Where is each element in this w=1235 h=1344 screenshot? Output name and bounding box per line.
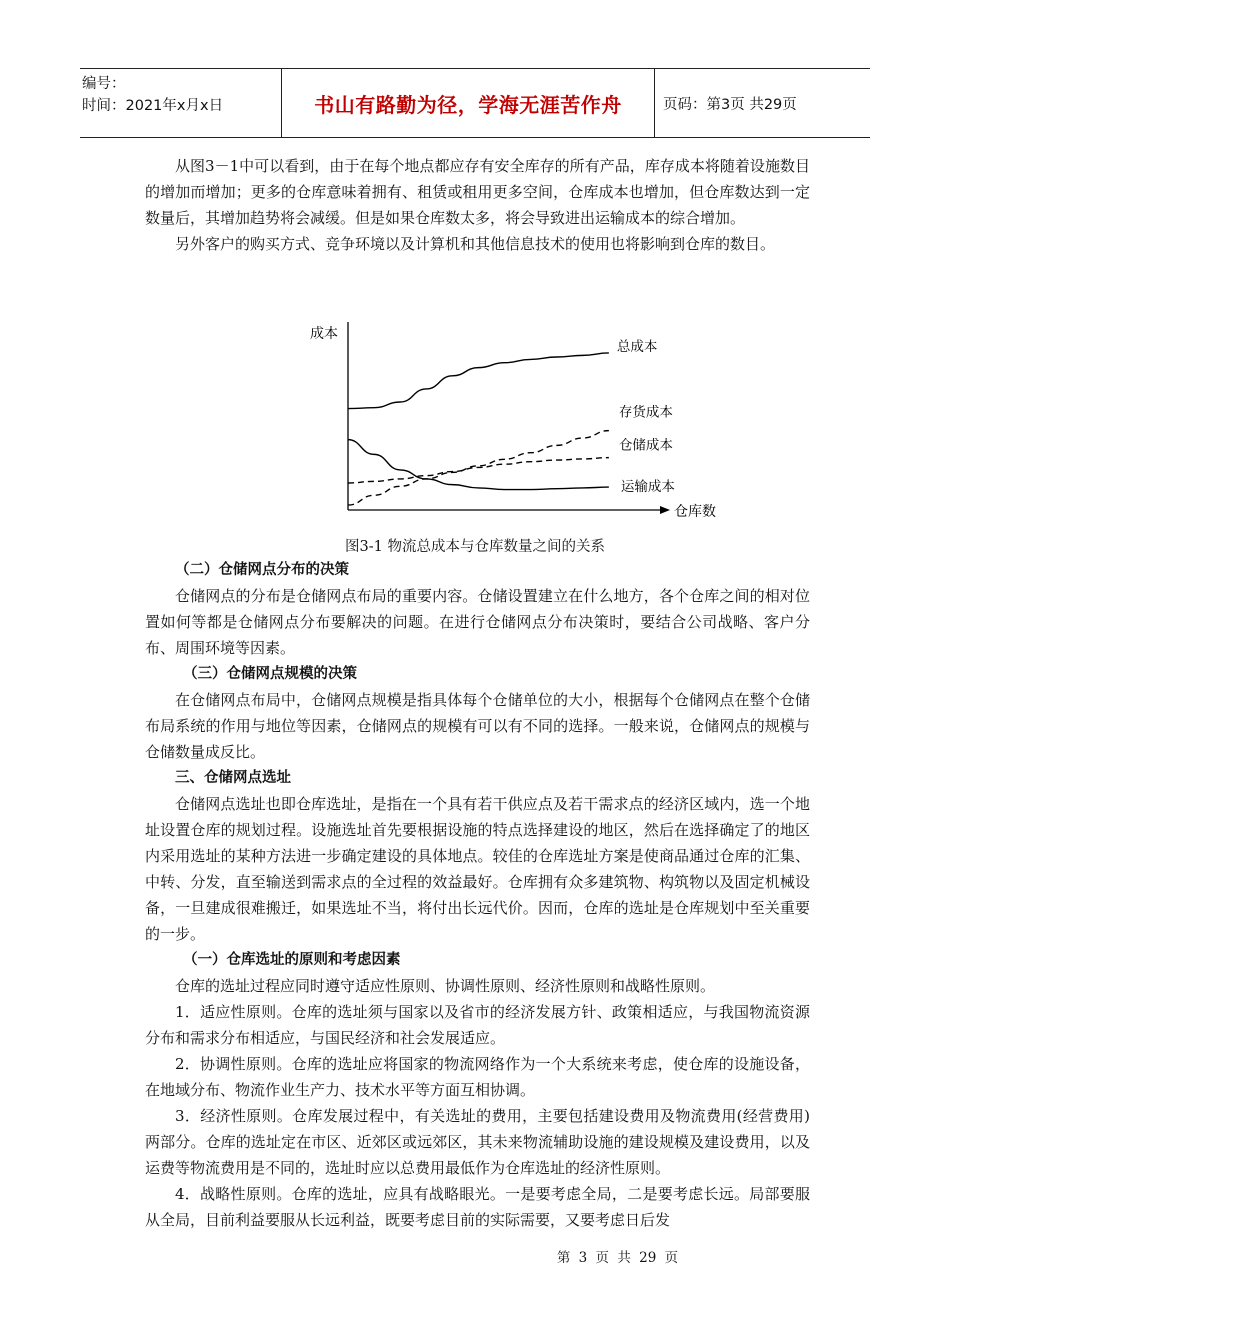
principle-paragraph: 1．适应性原则。仓库的选址须与国家以及省市的经济发展方针、政策相适应，与我国物流资源分布和需求分布相适应，与国民经济和社会发展适应。 bbox=[145, 1003, 810, 1047]
principle-paragraph: 3．经济性原则。仓库发展过程中，有关选址的费用，主要包括建设费用及物流费用(经营费用)两部分。仓库的选址定在市区、近郊区或远郊区，其未来物流辅助设施的建设规模及建设费用，以及运费等物流费用是不同的，选址时应以总费用最低作为仓库选址的经济性原则。 bbox=[145, 1107, 810, 1177]
section-heading: （一）仓库选址的原则和考虑因素 bbox=[183, 952, 401, 968]
page-header bbox=[80, 68, 870, 138]
body-top bbox=[145, 153, 810, 257]
section-heading: 三、仓储网点选址 bbox=[175, 770, 291, 786]
figure-caption: 图3-1 物流总成本与仓库数量之间的关系 bbox=[345, 539, 605, 555]
paragraph: 仓储网点的分布是仓储网点布局的重要内容。仓储设置建立在什么地方，各个仓库之间的相对位置如何等都是仓储网点分布要解决的问题。在进行仓储网点分布决策时，要结合公司战略、客户分布、周围环境等因素。 bbox=[145, 587, 810, 657]
series-label: 运输成本 bbox=[620, 479, 675, 496]
series-line-1 bbox=[348, 353, 609, 409]
body-main bbox=[145, 557, 810, 1233]
header-motto: 书山有路勤为径，学海无涯苦作舟 bbox=[281, 69, 655, 137]
x-axis-arrow bbox=[660, 506, 670, 514]
series-label: 存货成本 bbox=[618, 404, 673, 421]
series-label: 总成本 bbox=[616, 338, 658, 355]
paragraph: 另外客户的购买方式、竞争环境以及计算机和其他信息技术的使用也将影响到仓库的数目。 bbox=[175, 235, 776, 253]
series-line-4 bbox=[348, 440, 609, 490]
header-left bbox=[82, 73, 280, 117]
document-date-label: 时间：2021年x月x日 bbox=[82, 98, 224, 114]
document-number-label: 编号： bbox=[82, 76, 126, 92]
paragraph: 仓储网点选址也即仓库选址，是指在一个具有若干供应点及若干需求点的经济区域内，选一个地址设置仓库的规划过程。设施选址首先要根据设施的特点选择建设的地区，然后在选择确定了的地区内采用选址的某种方法进一步确定建设的具体地点。较佳的仓库选址方案是使商品通过仓库的汇集、中转、分发，直至输送到需求点的全过程的效益最好。仓库拥有众多建筑物、构筑物以及固定机械设备，一旦建成很难搬迁，如果选址不当，将付出长远代价。因而，仓库的选址是仓库规划中至关重要的一步。 bbox=[145, 795, 810, 943]
paragraph: 在仓储网点布局中，仓储网点规模是指具体每个仓储单位的大小，根据每个仓储网点在整个仓储布局系统的作用与地位等因素，仓储网点的规模有可以有不同的选择。一般来说，仓储网点的规模与仓储数量成反比。 bbox=[145, 691, 810, 761]
section-heading: （三）仓储网点规模的决策 bbox=[183, 666, 357, 682]
paragraph: 仓库的选址过程应同时遵守适应性原则、协调性原则、经济性原则和战略性原则。 bbox=[175, 977, 716, 995]
header-page-label: 页码：第3页 共29页 bbox=[663, 96, 797, 113]
principle-paragraph: 4．战略性原则。仓库的选址，应具有战略眼光。一是要考虑全局，二是要考虑长远。局部要服从全局，目前利益要服从长远利益，既要考虑目前的实际需要，又要考虑日后发 bbox=[145, 1185, 810, 1229]
paragraph: 从图3－1中可以看到，由于在每个地点都应存有安全库存的所有产品，库存成本将随着设施数目的增加而增加；更多的仓库意味着拥有、租赁或租用更多空间，仓库成本也增加，但仓库数达到一定数量后，其增加趋势将会减缓。但是如果仓库数太多，将会导致进出运输成本的综合增加。 bbox=[145, 157, 810, 227]
section-heading: （二）仓储网点分布的决策 bbox=[175, 562, 349, 578]
x-axis-label: 仓库数 bbox=[674, 504, 716, 520]
page-footer: 第 3 页 共 29 页 bbox=[556, 1250, 679, 1266]
y-axis-label: 成本 bbox=[310, 326, 338, 342]
principle-paragraph: 2．协调性原则。仓库的选址应将国家的物流网络作为一个大系统来考虑，使仓库的设施设备，在地域分布、物流作业生产力、技术水平等方面互相协调。 bbox=[145, 1055, 810, 1099]
series-label: 仓储成本 bbox=[618, 437, 673, 454]
cost-vs-warehouse-chart bbox=[300, 310, 716, 525]
